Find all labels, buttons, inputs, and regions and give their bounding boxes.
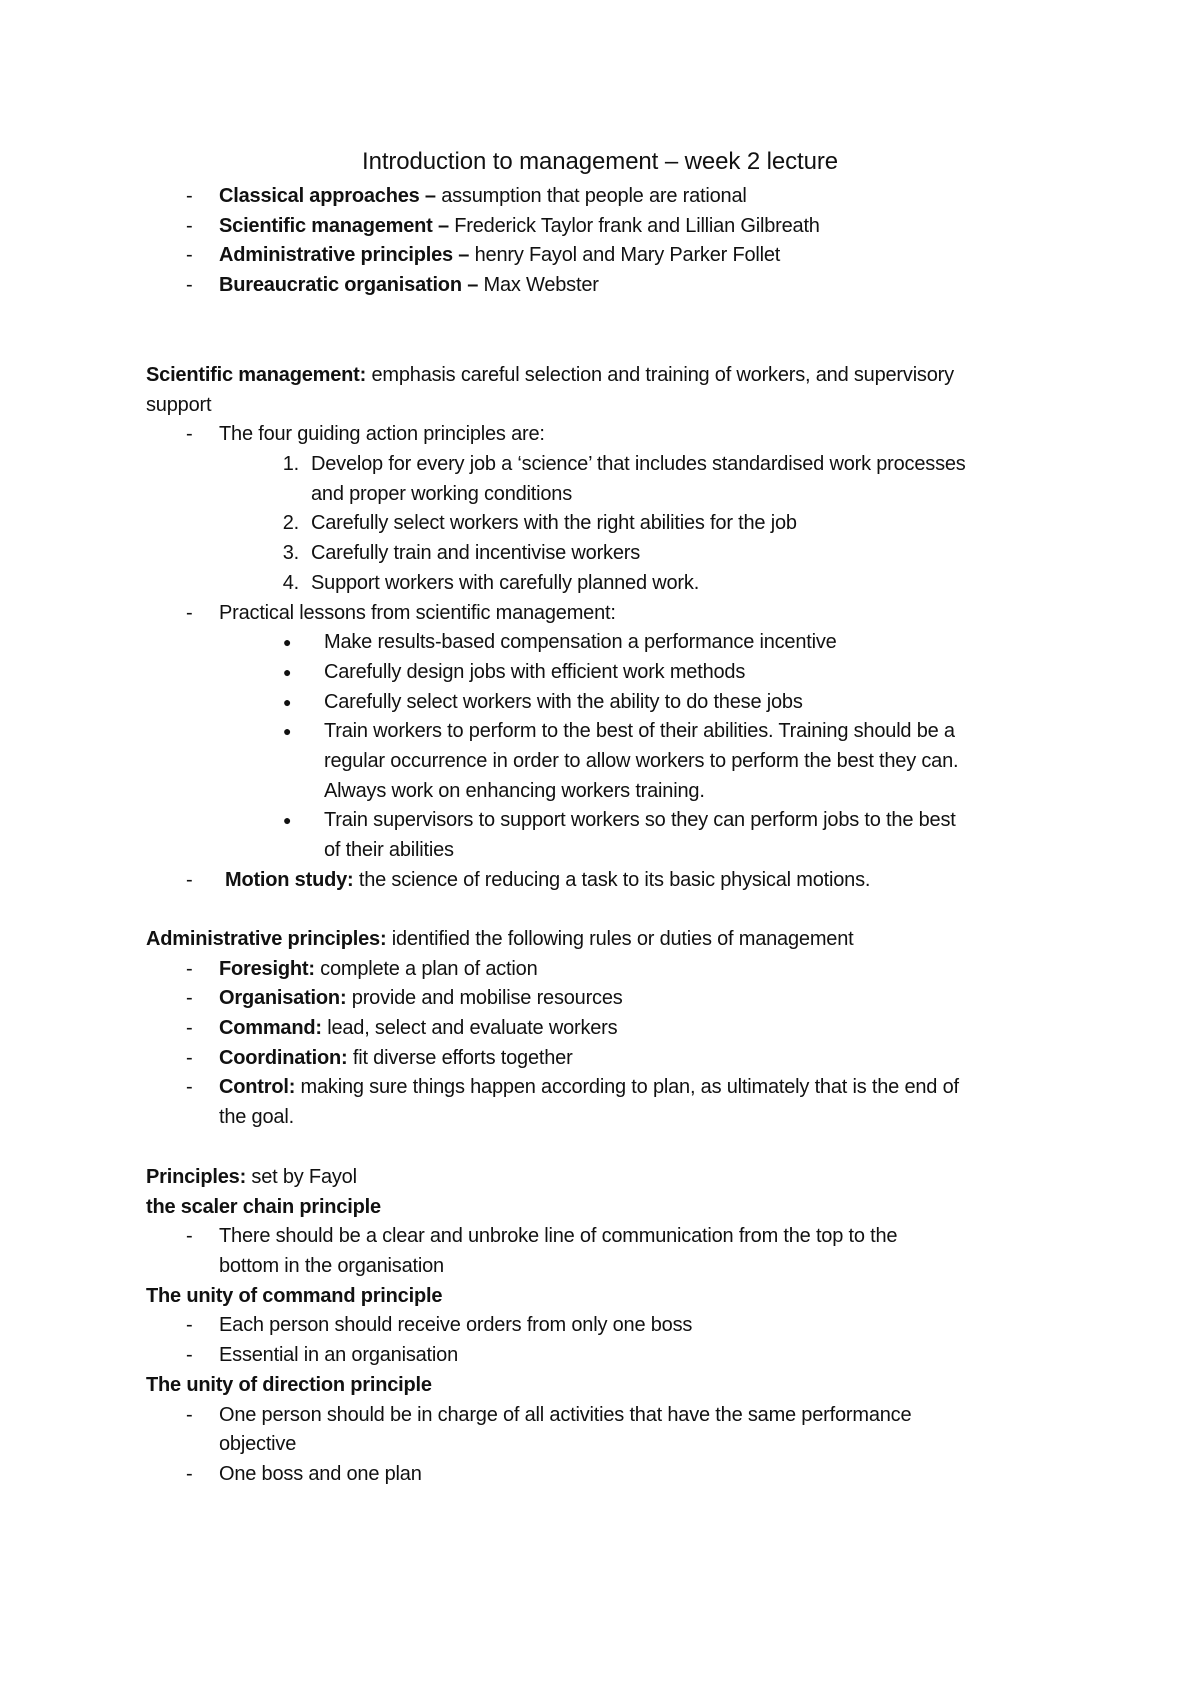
item-term: Administrative principles – bbox=[219, 244, 470, 267]
list-item bbox=[0, 1341, 1200, 1371]
section-heading bbox=[0, 361, 1200, 391]
subsection-title: The unity of command principle bbox=[146, 1284, 443, 1307]
bullet-item bbox=[0, 717, 1200, 747]
item-text: henry Fayol and Mary Parker Follet bbox=[469, 244, 781, 267]
item-term: Command: bbox=[219, 1017, 322, 1040]
dash-marker: - bbox=[186, 244, 193, 267]
scientific-management-section bbox=[0, 361, 1200, 895]
numbered-item bbox=[0, 450, 1200, 480]
heading-text: set by Fayol bbox=[246, 1166, 357, 1188]
list-item bbox=[0, 212, 1200, 242]
heading-term: Principles: bbox=[146, 1166, 247, 1188]
item-text: Develop for every job a ‘science’ that includes standardised work processes bbox=[311, 453, 966, 476]
bullet-marker: ● bbox=[283, 634, 292, 651]
dash-marker: - bbox=[186, 185, 193, 207]
list-item bbox=[0, 182, 1200, 212]
item-text: complete a plan of action bbox=[314, 957, 538, 980]
item-text: the science of reducing a task to its basic physical motions. bbox=[353, 868, 871, 891]
item-term: Bureaucratic organisation – bbox=[219, 274, 479, 297]
item-text: assumption that people are rational bbox=[435, 185, 747, 207]
list-item-continued bbox=[0, 1103, 1200, 1133]
bullet-item-continued bbox=[0, 777, 1200, 807]
item-text: Max Webster bbox=[478, 274, 599, 297]
heading-text: identified the following rules or duties of management bbox=[386, 928, 854, 950]
list-item bbox=[0, 241, 1200, 271]
fayol-principles-section bbox=[0, 1163, 1200, 1490]
list-item bbox=[0, 1044, 1200, 1074]
item-text: Train supervisors to support workers so they can perform jobs to the best bbox=[324, 809, 956, 832]
dash-marker: - bbox=[186, 1017, 193, 1040]
list-item bbox=[0, 271, 1200, 301]
intro-list bbox=[0, 182, 1200, 301]
item-text: the goal. bbox=[219, 1106, 294, 1129]
item-number: 3. bbox=[282, 542, 299, 565]
list-item bbox=[0, 1073, 1200, 1103]
item-term: Organisation: bbox=[219, 987, 347, 1010]
item-text: bottom in the organisation bbox=[219, 1255, 444, 1278]
item-text: making sure things happen according to plan, as ultimately that is the end of bbox=[295, 1076, 959, 1099]
administrative-principles-section bbox=[0, 925, 1200, 1133]
list-item-continued bbox=[0, 1252, 1200, 1282]
heading-term: Scientific management: bbox=[146, 364, 367, 386]
dash-marker: - bbox=[186, 868, 193, 891]
dash-marker: - bbox=[186, 423, 193, 446]
document-title: Introduction to management – week 2 lecture bbox=[362, 148, 838, 175]
item-text: One person should be in charge of all activities that have the same performance bbox=[219, 1403, 912, 1426]
section-heading bbox=[0, 1163, 1200, 1193]
bullet-item bbox=[0, 628, 1200, 658]
dash-marker: - bbox=[186, 1462, 193, 1485]
subsection-title: the scaler chain principle bbox=[146, 1195, 381, 1218]
list-item bbox=[0, 420, 1200, 450]
numbered-item bbox=[0, 569, 1200, 599]
list-item bbox=[0, 984, 1200, 1014]
item-text: fit diverse efforts together bbox=[347, 1046, 573, 1069]
bullet-marker: ● bbox=[283, 693, 292, 710]
list-item-continued bbox=[0, 1430, 1200, 1460]
dash-marker: - bbox=[186, 1046, 193, 1069]
bullet-marker: ● bbox=[283, 723, 292, 740]
bullet-marker: ● bbox=[283, 812, 292, 829]
item-text: Each person should receive orders from only one boss bbox=[219, 1314, 693, 1337]
item-text: Train workers to perform to the best of their abilities. Training should be a bbox=[324, 720, 955, 743]
item-text: The four guiding action principles are: bbox=[219, 423, 545, 446]
item-term: Scientific management – bbox=[219, 214, 449, 237]
bullet-item-continued bbox=[0, 747, 1200, 777]
item-text: Support workers with carefully planned work. bbox=[311, 571, 700, 594]
item-text: and proper working conditions bbox=[311, 482, 573, 505]
numbered-item bbox=[0, 539, 1200, 569]
bullet-item bbox=[0, 806, 1200, 836]
item-text: Essential in an organisation bbox=[219, 1344, 458, 1367]
item-text: objective bbox=[219, 1433, 297, 1456]
dash-marker: - bbox=[186, 1314, 193, 1337]
section-heading-continued: support bbox=[146, 393, 212, 416]
item-term: Motion study: bbox=[225, 868, 354, 891]
item-text: Practical lessons from scientific management: bbox=[219, 601, 616, 624]
bullet-item bbox=[0, 688, 1200, 718]
dash-marker: - bbox=[186, 1076, 193, 1099]
item-text: One boss and one plan bbox=[219, 1462, 422, 1485]
subsection-title: The unity of direction principle bbox=[146, 1373, 432, 1396]
item-text: Make results-based compensation a performance incentive bbox=[324, 631, 837, 654]
item-text: of their abilities bbox=[324, 839, 454, 861]
item-text: regular occurrence in order to allow workers to perform the best they can. bbox=[324, 749, 959, 772]
heading-term: Administrative principles: bbox=[146, 928, 387, 950]
item-text: Carefully select workers with the ability to do these jobs bbox=[324, 690, 803, 713]
list-item bbox=[0, 866, 1200, 896]
dash-marker: - bbox=[186, 1225, 193, 1248]
dash-marker: - bbox=[186, 1344, 193, 1367]
item-term: Control: bbox=[219, 1076, 296, 1099]
item-number: 4. bbox=[282, 571, 299, 594]
item-number: 2. bbox=[282, 512, 299, 535]
dash-marker: - bbox=[186, 274, 193, 297]
list-item bbox=[0, 1401, 1200, 1431]
numbered-item-continued bbox=[0, 480, 1200, 510]
list-item bbox=[0, 599, 1200, 629]
item-term: Classical approaches – bbox=[219, 185, 436, 207]
item-text: Carefully select workers with the right abilities for the job bbox=[311, 512, 797, 535]
item-text: There should be a clear and unbroke line of communication from the top to the bbox=[219, 1225, 898, 1248]
item-text: Carefully train and incentivise workers bbox=[311, 542, 641, 565]
list-item bbox=[0, 1311, 1200, 1341]
item-number: 1. bbox=[282, 453, 299, 476]
list-item bbox=[0, 955, 1200, 985]
item-text: lead, select and evaluate workers bbox=[321, 1017, 618, 1040]
item-text: Always work on enhancing workers training. bbox=[324, 779, 705, 802]
dash-marker: - bbox=[186, 601, 193, 624]
item-text: Carefully design jobs with efficient work methods bbox=[324, 660, 746, 683]
item-text: provide and mobilise resources bbox=[346, 987, 623, 1010]
dash-marker: - bbox=[186, 214, 193, 237]
list-item bbox=[0, 1222, 1200, 1252]
bullet-item bbox=[0, 658, 1200, 688]
section-heading bbox=[0, 925, 1200, 955]
numbered-item bbox=[0, 509, 1200, 539]
list-item bbox=[0, 1014, 1200, 1044]
item-text: Frederick Taylor frank and Lillian Gilbreath bbox=[448, 214, 820, 237]
item-term: Foresight: bbox=[219, 957, 315, 980]
list-item bbox=[0, 1460, 1200, 1490]
dash-marker: - bbox=[186, 1403, 193, 1426]
dash-marker: - bbox=[186, 957, 193, 980]
bullet-item-continued bbox=[0, 836, 1200, 866]
bullet-marker: ● bbox=[283, 663, 292, 680]
dash-marker: - bbox=[186, 987, 193, 1010]
item-term: Coordination: bbox=[219, 1046, 348, 1069]
heading-text: emphasis careful selection and training of workers, and supervisory bbox=[366, 364, 954, 386]
